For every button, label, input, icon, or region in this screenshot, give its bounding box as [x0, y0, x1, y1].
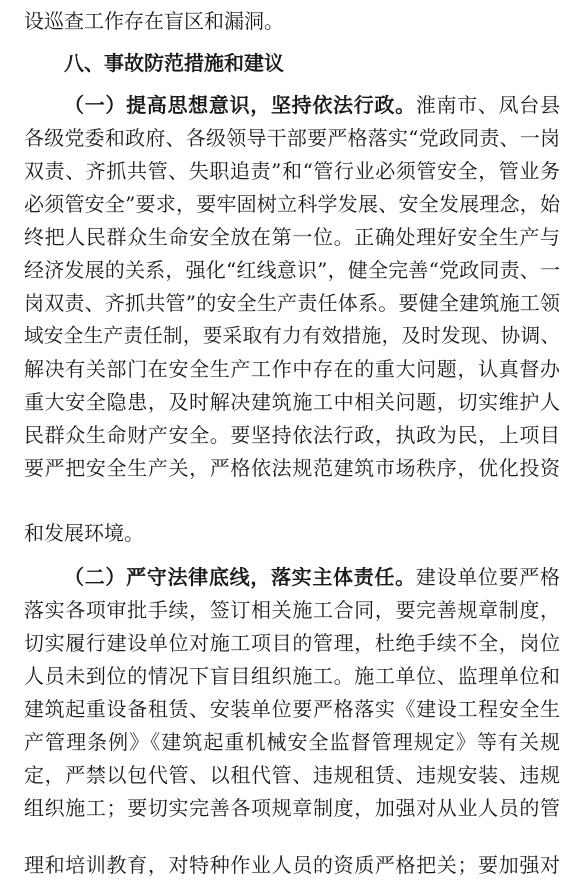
paragraph-1-line: 必须管安全”要求，要牢固树立科学发展、安全发展理念，始 — [24, 192, 560, 216]
section-heading: 八、事故防范措施和建议 — [64, 51, 284, 75]
paragraph-2-line: 定，严禁以包代管、以租代管、违规租赁、违规安装、违规 — [24, 763, 560, 787]
paragraph-2-line: 落实各项审批手续，签订相关施工合同，要完善规章制度， — [24, 598, 560, 622]
paragraph-1-first-rest: 淮南市、凤台县 — [415, 93, 560, 117]
paragraph-1-line: 双责、齐抓共管、失职追责”和“管行业必须管安全，管业务 — [24, 159, 560, 183]
paragraph-2-line: 人员未到位的情况下盲目组织施工。施工单位、监理单位和 — [24, 664, 560, 688]
paragraph-2-line: 产管理条例》《建筑起重机械安全监督管理规定》等有关规 — [24, 730, 560, 754]
paragraph-1-line: 终把人民群众生命安全放在第一位。正确处理好安全生产与 — [24, 225, 560, 249]
paragraph-1-line: 域安全生产责任制，要采取有力有效措施，及时发现、协调、 — [24, 324, 560, 347]
paragraph-1-line: 重大安全隐患，及时解决建筑施工中相关问题，切实维护人 — [24, 390, 560, 414]
paragraph-1-line: 和发展环境。 — [24, 521, 144, 545]
paragraph-1-line: 经济发展的关系，强化“红线意识”，健全完善“党政同责、一 — [24, 258, 560, 282]
paragraph-1-line: 民群众生命财产安全。要坚持依法行政，执政为民，上项目 — [24, 423, 560, 447]
paragraph-continuation-line: 设巡查工作存在盲区和漏洞。 — [24, 9, 284, 33]
paragraph-1-line: 要严把安全生产关，严格依法规范建筑市场秩序，优化投资 — [24, 456, 560, 480]
paragraph-2-first-rest: 建设单位要严格 — [415, 565, 560, 589]
paragraph-1-line: 各级党委和政府、各级领导干部要严格落实“党政同责、一岗 — [24, 126, 560, 150]
paragraph-2-first-line — [64, 560, 560, 594]
paragraph-1-line: 岗双责、齐抓共管”的安全生产责任体系。要健全建筑施工领 — [24, 291, 560, 315]
paragraph-2-line: 建筑起重设备租赁、安装单位要严格落实《建设工程安全生 — [24, 697, 560, 721]
paragraph-2-line: 理和培训教育，对特种作业人员的资质严格把关；要加强对 — [24, 853, 560, 877]
paragraph-1-line: 解决有关部门在安全生产工作中存在的重大问题，认真督办 — [24, 357, 560, 381]
paragraph-2-line: 组织施工；要切实完善各项规章制度，加强对从业人员的管 — [24, 796, 560, 820]
paragraph-1-lead: （一）提高思想意识，坚持依法行政。 — [64, 93, 416, 117]
paragraph-2-lead: （二）严守法律底线，落实主体责任。 — [64, 565, 416, 589]
paragraph-1-first-line — [64, 88, 560, 122]
paragraph-2-line: 切实履行建设单位对施工项目的管理，杜绝手续不全，岗位 — [24, 631, 560, 655]
